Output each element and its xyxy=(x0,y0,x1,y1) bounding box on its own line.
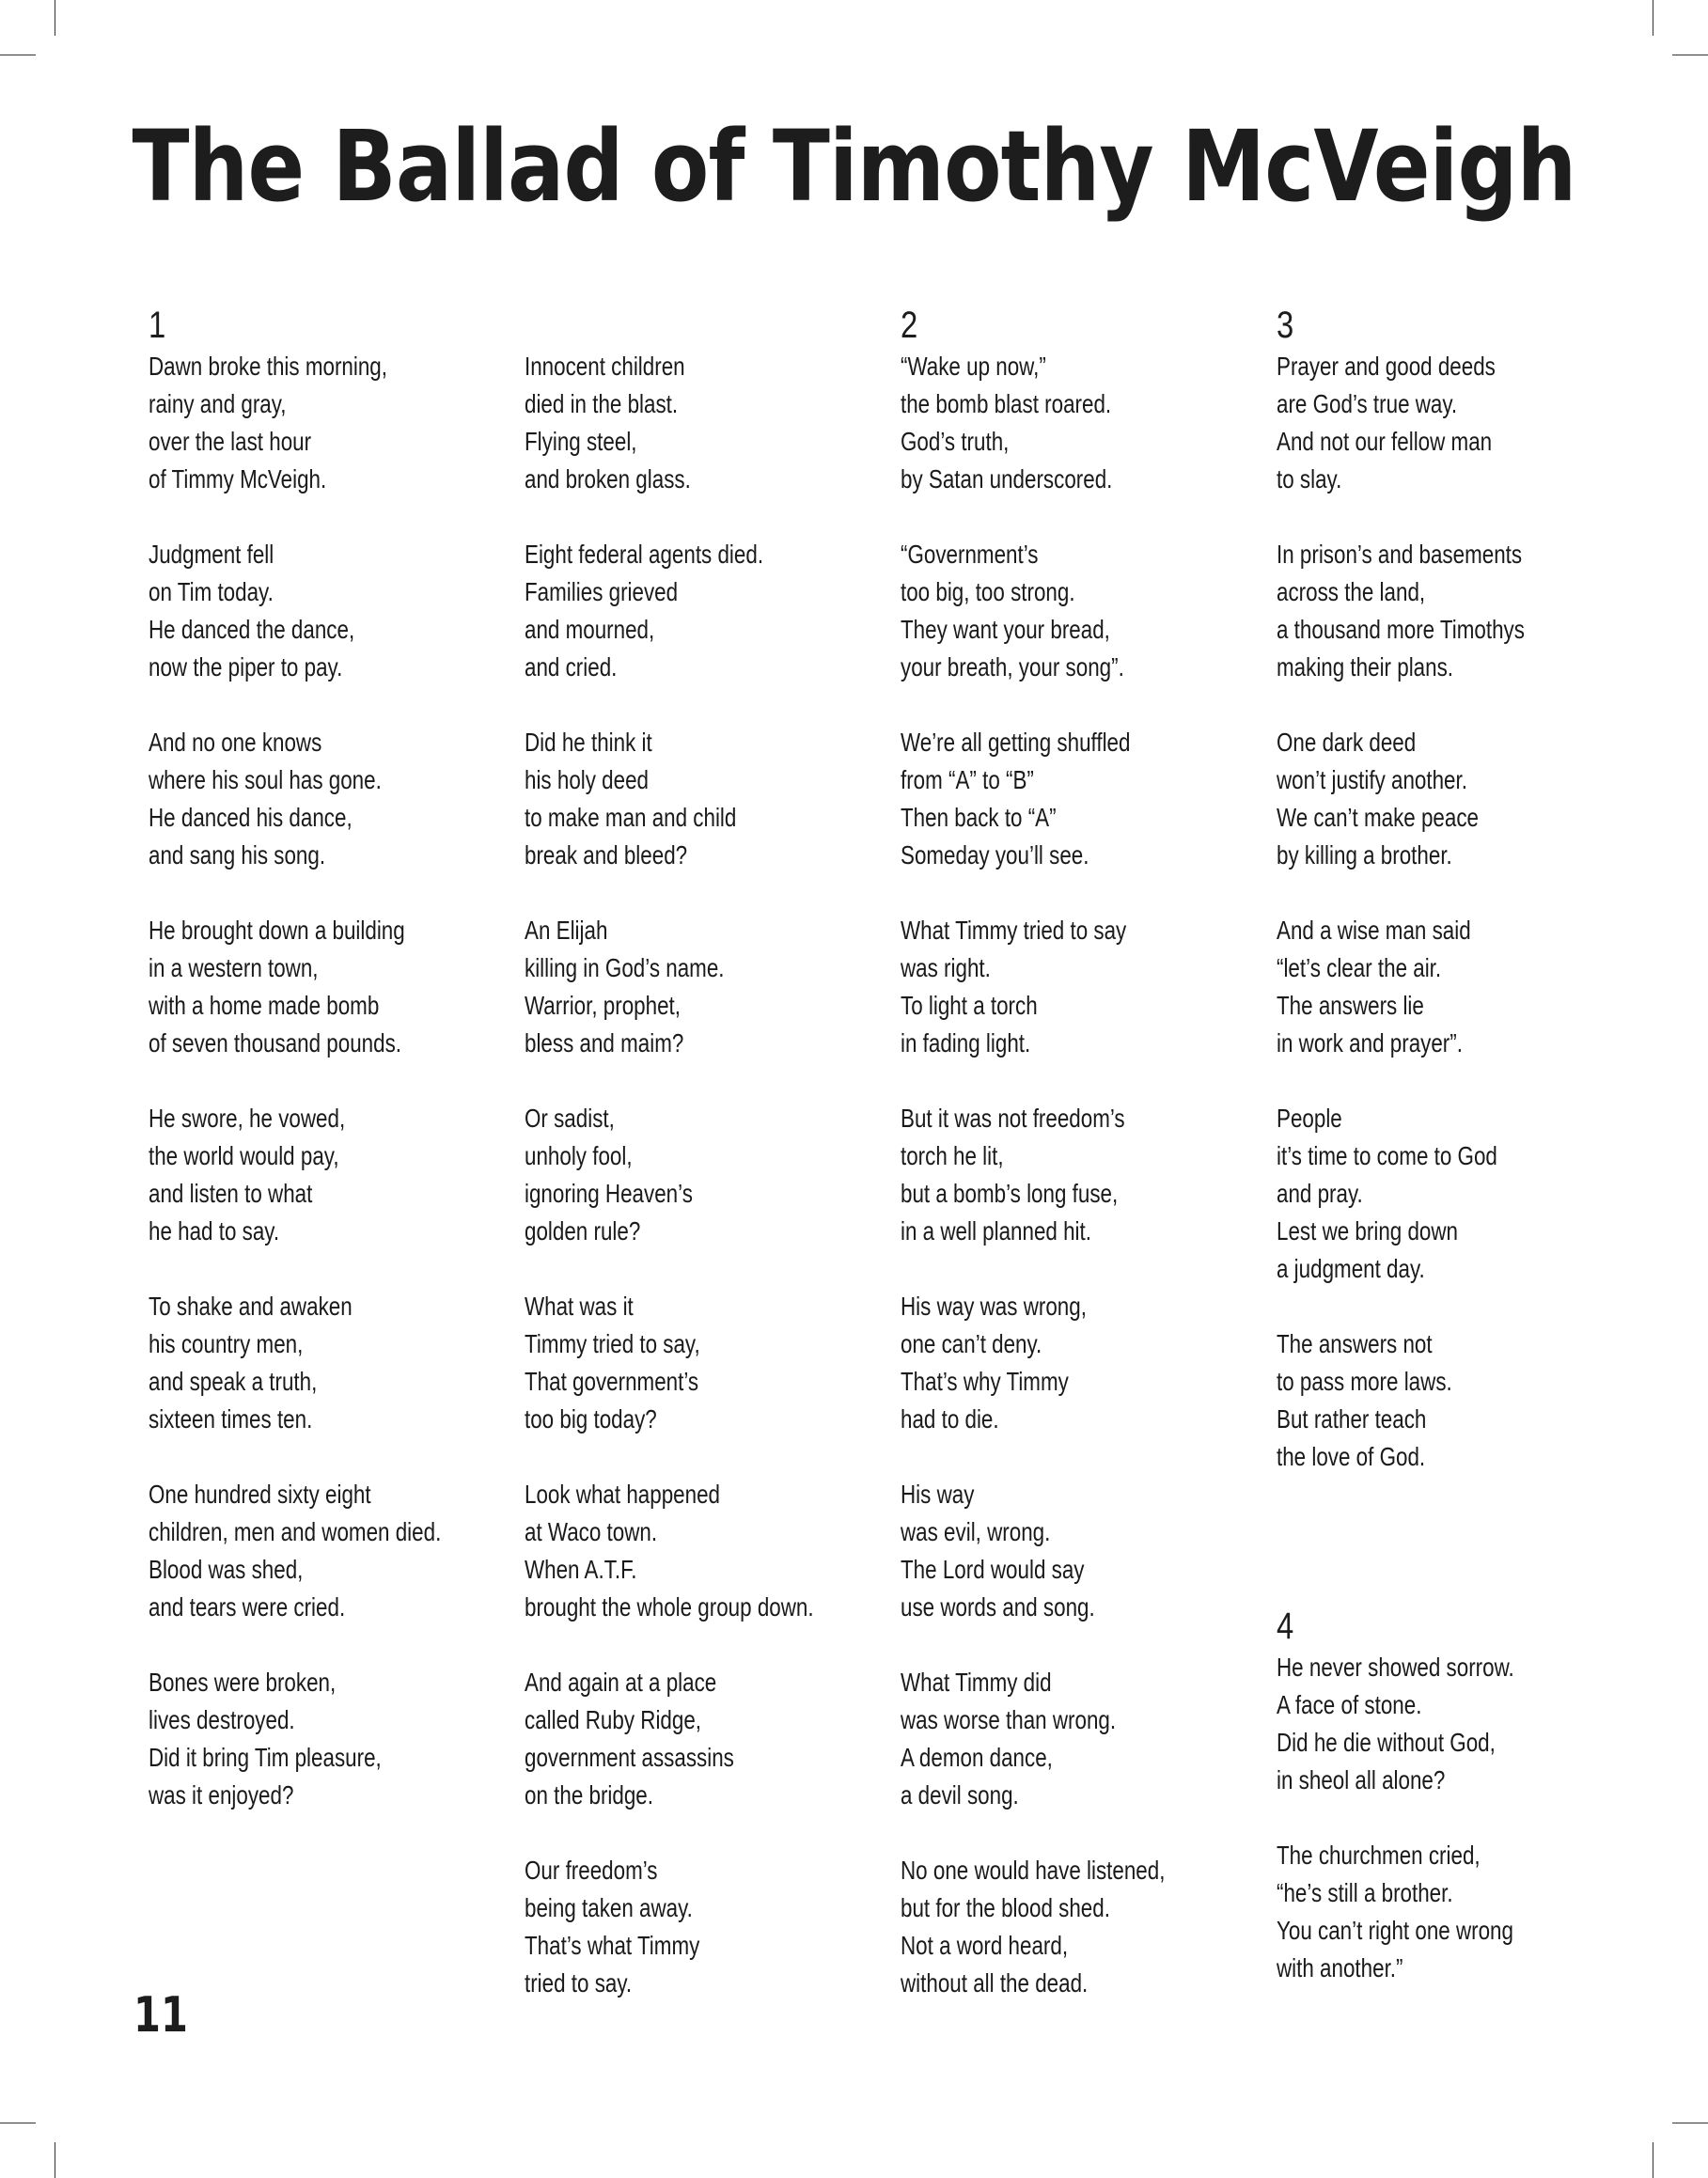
verse-line: But it was not freedom’s xyxy=(901,1104,1125,1133)
verse-line: That’s why Timmy xyxy=(901,1367,1069,1396)
verse-line: over the last hour xyxy=(149,427,312,456)
verse-line: government assassins xyxy=(525,1743,734,1772)
stanza xyxy=(901,1476,1220,1626)
verse-line: To shake and awaken xyxy=(149,1292,353,1321)
verse-line: And a wise man said xyxy=(1277,916,1471,945)
verse-line: but a bomb’s long fuse, xyxy=(901,1179,1119,1208)
verse-line: by killing a brother. xyxy=(1277,840,1452,870)
stanza xyxy=(525,1852,844,2002)
verse-line: his country men, xyxy=(149,1329,304,1358)
verse-line: What Timmy did xyxy=(901,1668,1052,1697)
verse-line: Prayer and good deeds xyxy=(1277,352,1496,381)
verse-line: a devil song. xyxy=(901,1780,1019,1810)
verse-line: where his soul has gone. xyxy=(149,765,382,794)
verse-line: making their plans. xyxy=(1277,652,1454,682)
verse-line: the world would pay, xyxy=(149,1141,339,1170)
verse-line: it’s time to come to God xyxy=(1277,1141,1497,1170)
verse-line: A demon dance, xyxy=(901,1743,1053,1772)
verse-line: in fading light. xyxy=(901,1028,1031,1058)
stanza xyxy=(149,1100,468,1250)
verse-line: He never showed sorrow. xyxy=(1277,1653,1514,1682)
stanza xyxy=(149,1664,468,1814)
verse-line: They want your bread, xyxy=(901,615,1110,644)
stanza xyxy=(901,1664,1220,1814)
verse-line: and mourned, xyxy=(525,615,655,644)
verse-line: The Lord would say xyxy=(901,1555,1085,1584)
verse-line: Did it bring Tim pleasure, xyxy=(149,1743,382,1772)
verse-line: That government’s xyxy=(525,1367,699,1396)
verse-line: And no one knows xyxy=(149,728,322,757)
verse-line: of Timmy McVeigh. xyxy=(149,464,327,494)
stanza xyxy=(525,912,844,1062)
stanza xyxy=(901,912,1220,1062)
verse-line: and pray. xyxy=(1277,1179,1363,1208)
verse-line: was evil, wrong. xyxy=(901,1517,1051,1546)
stanza xyxy=(149,1476,468,1626)
verse-line: But rather teach xyxy=(1277,1404,1427,1434)
verse-line: That’s what Timmy xyxy=(525,1931,700,1960)
stanza xyxy=(901,1100,1220,1250)
stanza xyxy=(525,1476,844,1626)
verse-line: To light a torch xyxy=(901,991,1038,1020)
verse-line: was right. xyxy=(901,953,991,982)
verse-line: called Ruby Ridge, xyxy=(525,1705,702,1734)
verse-line: Did he think it xyxy=(525,728,652,757)
verse-line: died in the blast. xyxy=(525,389,679,418)
verse-line: without all the dead. xyxy=(901,1968,1089,1998)
verse-line: with a home made bomb xyxy=(149,991,380,1020)
poem-column-1 xyxy=(149,303,468,1852)
verse-line: but for the blood shed. xyxy=(901,1893,1110,1922)
verse-line: The answers not xyxy=(1277,1329,1433,1358)
stanza xyxy=(1277,536,1596,686)
verse-line: “Wake up now,” xyxy=(901,352,1046,381)
verse-line: break and bleed? xyxy=(525,840,688,870)
verse-line: your breath, your song”. xyxy=(901,652,1124,682)
verse-line: And not our fellow man xyxy=(1277,427,1493,456)
verse-line: he had to say. xyxy=(149,1216,280,1246)
verse-line: to pass more laws. xyxy=(1277,1367,1452,1396)
stanza xyxy=(149,536,468,686)
verse-line: with another.” xyxy=(1277,1953,1403,1982)
poem-column-2 xyxy=(525,303,844,2040)
verse-line: His way was wrong, xyxy=(901,1292,1087,1321)
verse-line: are God’s true way. xyxy=(1277,389,1458,418)
verse-line: Our freedom’s xyxy=(525,1856,658,1885)
verse-line: was it enjoyed? xyxy=(149,1780,294,1810)
stanza xyxy=(1277,1649,1596,1799)
verse-line: Bones were broken, xyxy=(149,1668,337,1697)
stanza xyxy=(1277,1325,1596,1476)
verse-line: No one would have listened, xyxy=(901,1856,1166,1885)
page-number: 11 xyxy=(133,1987,188,2044)
stanza xyxy=(1277,348,1596,498)
stanza xyxy=(901,536,1220,686)
verse-line: unholy fool, xyxy=(525,1141,633,1170)
verse-line: and tears were cried. xyxy=(149,1592,346,1622)
verse-line: on the bridge. xyxy=(525,1780,653,1810)
stanza xyxy=(149,348,468,498)
verse-line: Lest we bring down xyxy=(1277,1216,1459,1246)
verse-line: “let’s clear the air. xyxy=(1277,953,1442,982)
verse-line: bless and maim? xyxy=(525,1028,684,1058)
verse-line: at Waco town. xyxy=(525,1517,658,1546)
verse-line: One hundred sixty eight xyxy=(149,1480,371,1509)
verse-line: in a western town, xyxy=(149,953,319,982)
verse-line: his holy deed xyxy=(525,765,650,794)
verse-line: children, men and women died. xyxy=(149,1517,442,1546)
verse-line: had to die. xyxy=(901,1404,999,1434)
verse-line: People xyxy=(1277,1104,1342,1133)
verse-line: Flying steel, xyxy=(525,427,637,456)
verse-line: and sang his song. xyxy=(149,840,326,870)
stanza xyxy=(149,1288,468,1438)
stanza xyxy=(525,536,844,686)
verse-line: use words and song. xyxy=(901,1592,1095,1622)
poem-column-4 xyxy=(1277,303,1596,2025)
verse-line: What Timmy tried to say xyxy=(901,916,1127,945)
verse-line: What was it xyxy=(525,1292,634,1321)
page-title: The Ballad of Timothy McVeigh xyxy=(132,109,1576,224)
stanza xyxy=(1277,912,1596,1062)
verse-line: Dawn broke this morning, xyxy=(149,352,387,381)
verse-line: Not a word heard, xyxy=(901,1931,1069,1960)
section-spacer xyxy=(525,303,844,348)
verse-line: won’t justify another. xyxy=(1277,765,1467,794)
verse-line: across the land, xyxy=(1277,577,1426,606)
verse-line: and speak a truth, xyxy=(149,1367,318,1396)
verse-line: He danced his dance, xyxy=(149,803,353,832)
verse-line: in a well planned hit. xyxy=(901,1216,1091,1246)
verse-line: the love of God. xyxy=(1277,1442,1426,1471)
verse-line: “he’s still a brother. xyxy=(1277,1878,1453,1907)
verse-line: too big today? xyxy=(525,1404,657,1434)
verse-line: You can’t right one wrong xyxy=(1277,1916,1513,1945)
verse-line: and broken glass. xyxy=(525,464,691,494)
section-gap xyxy=(1277,1513,1596,1604)
verse-line: sixteen times ten. xyxy=(149,1404,313,1434)
verse-line: He swore, he vowed, xyxy=(149,1104,346,1133)
verse-line: a thousand more Timothys xyxy=(1277,615,1525,644)
verse-line: now the piper to pay. xyxy=(149,652,343,682)
verse-line: Warrior, prophet, xyxy=(525,991,681,1020)
stanza xyxy=(149,912,468,1062)
verse-line: a judgment day. xyxy=(1277,1254,1425,1283)
verse-line: golden rule? xyxy=(525,1216,641,1246)
stanza xyxy=(525,1664,844,1814)
verse-line: An Elijah xyxy=(525,916,608,945)
stanza xyxy=(525,1100,844,1250)
stanza xyxy=(525,724,844,874)
stanza xyxy=(901,724,1220,874)
verse-line: We can’t make peace xyxy=(1277,803,1479,832)
verse-line: tried to say. xyxy=(525,1968,633,1998)
verse-line: Eight federal agents died. xyxy=(525,540,764,569)
verse-line: of seven thousand pounds. xyxy=(149,1028,402,1058)
verse-line: Or sadist, xyxy=(525,1104,615,1133)
verse-line: Blood was shed, xyxy=(149,1555,304,1584)
verse-line: the bomb blast roared. xyxy=(901,389,1112,418)
verse-line: Judgment fell xyxy=(149,540,274,569)
section-number: 1 xyxy=(149,305,166,346)
stanza xyxy=(525,1288,844,1438)
verse-line: torch he lit, xyxy=(901,1141,1004,1170)
verse-line: In prison’s and basements xyxy=(1277,540,1523,569)
verse-line: Innocent children xyxy=(525,352,685,381)
verse-line: A face of stone. xyxy=(1277,1690,1422,1719)
verse-line: He danced the dance, xyxy=(149,615,355,644)
stanza xyxy=(1277,1100,1596,1288)
verse-line: ignoring Heaven’s xyxy=(525,1179,693,1208)
verse-line: The churchmen cried, xyxy=(1277,1841,1481,1870)
stanza xyxy=(1277,1837,1596,1987)
verse-line: to slay. xyxy=(1277,464,1342,494)
stanza xyxy=(1277,724,1596,874)
verse-line: One dark deed xyxy=(1277,728,1417,757)
stanza xyxy=(525,348,844,498)
section-number: 2 xyxy=(901,305,918,346)
verse-line: Then back to “A” xyxy=(901,803,1057,832)
section-number: 4 xyxy=(1277,1606,1294,1647)
verse-line: in sheol all alone? xyxy=(1277,1765,1446,1794)
verse-line: by Satan underscored. xyxy=(901,464,1113,494)
stanza xyxy=(901,1288,1220,1438)
verse-line: He brought down a building xyxy=(149,916,405,945)
verse-line: Timmy tried to say, xyxy=(525,1329,700,1358)
verse-line: lives destroyed. xyxy=(149,1705,295,1734)
verse-line: We’re all getting shuffled xyxy=(901,728,1131,757)
stanza xyxy=(149,724,468,874)
verse-line: to make man and child xyxy=(525,803,737,832)
stanza xyxy=(901,348,1220,498)
poem-column-3 xyxy=(901,303,1220,2040)
verse-line: and listen to what xyxy=(149,1179,313,1208)
section-number: 3 xyxy=(1277,305,1294,346)
verse-line: “Government’s xyxy=(901,540,1039,569)
verse-line: His way xyxy=(901,1480,975,1509)
verse-line: in work and prayer”. xyxy=(1277,1028,1463,1058)
verse-line: too big, too strong. xyxy=(901,577,1075,606)
verse-line: and cried. xyxy=(525,652,618,682)
verse-line: brought the whole group down. xyxy=(525,1592,814,1622)
verse-line: Families grieved xyxy=(525,577,679,606)
verse-line: God’s truth, xyxy=(901,427,1010,456)
verse-line: Look what happened xyxy=(525,1480,720,1509)
stanza xyxy=(901,1852,1220,2002)
verse-line: killing in God’s name. xyxy=(525,953,725,982)
verse-line: When A.T.F. xyxy=(525,1555,637,1584)
verse-line: being taken away. xyxy=(525,1893,693,1922)
verse-line: The answers lie xyxy=(1277,991,1424,1020)
verse-line: from “A” to “B” xyxy=(901,765,1034,794)
verse-line: Did he die without God, xyxy=(1277,1728,1496,1757)
verse-line: Someday you’ll see. xyxy=(901,840,1089,870)
verse-line: was worse than wrong. xyxy=(901,1705,1117,1734)
verse-line: And again at a place xyxy=(525,1668,717,1697)
verse-line: one can’t deny. xyxy=(901,1329,1042,1358)
verse-line: rainy and gray, xyxy=(149,389,287,418)
verse-line: on Tim today. xyxy=(149,577,274,606)
